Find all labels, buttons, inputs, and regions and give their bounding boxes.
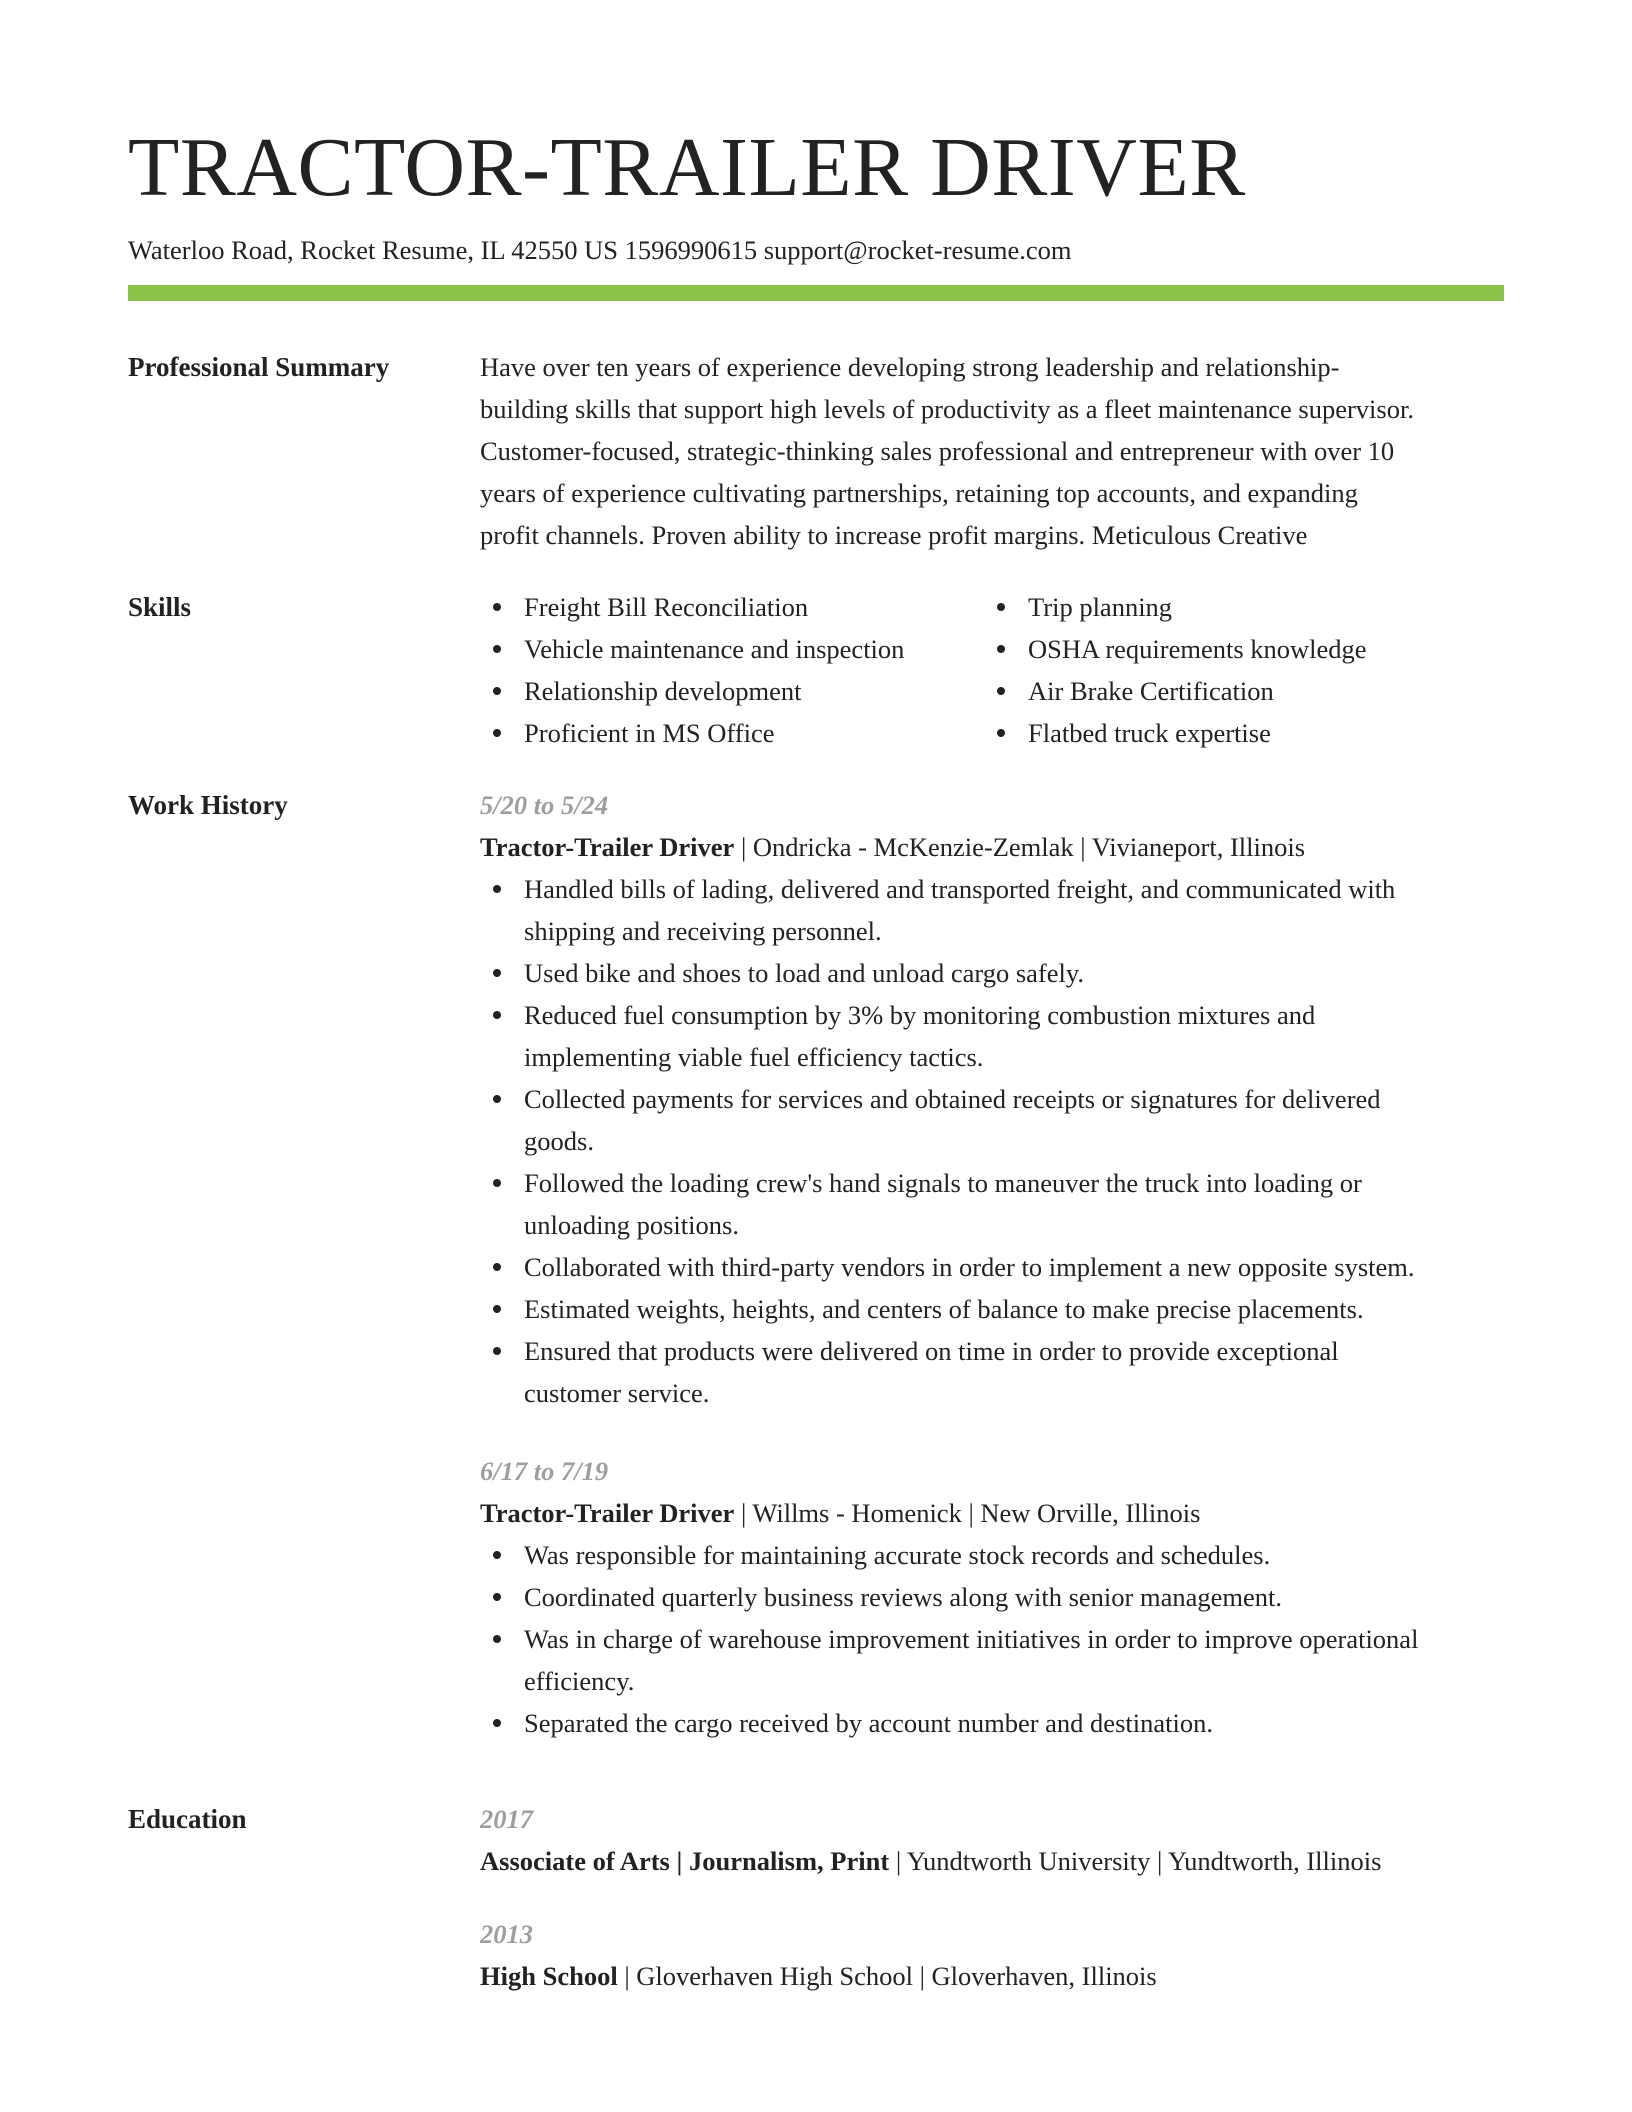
education-details: | Gloverhaven High School | Gloverhaven, Illinois	[617, 1961, 1157, 1991]
job-heading	[480, 826, 1504, 868]
job-title: Tractor-Trailer Driver	[480, 832, 735, 862]
accent-divider	[128, 285, 1504, 301]
skill-item: Vehicle maintenance and inspection	[480, 628, 904, 670]
job-bullets	[480, 868, 1504, 1414]
skills-heading: Skills	[128, 592, 192, 622]
job-bullet: Separated the cargo received by account number and destination.	[480, 1702, 1504, 1744]
job-entry	[480, 784, 1504, 1414]
job-bullet: Collaborated with third-party vendors in order to implement a new opposite system.	[480, 1246, 1504, 1288]
education-heading-line	[480, 1840, 1504, 1882]
education-date: 2013	[480, 1919, 533, 1949]
job-details: | Ondricka - McKenzie-Zemlak | Vivianeport, Illinois	[734, 832, 1306, 862]
job-details: | Willms - Homenick | New Orville, Illinois	[734, 1498, 1201, 1528]
job-bullet: Used bike and shoes to load and unload cargo safely.	[480, 952, 1504, 994]
education-heading-line	[480, 1955, 1504, 1997]
work-history-body	[480, 784, 1504, 1744]
job-date: 5/20 to 5/24	[480, 790, 609, 820]
job-entry	[480, 1450, 1504, 1744]
job-bullets	[480, 1534, 1504, 1744]
skills-list-left	[480, 586, 904, 754]
job-title: Tractor-Trailer Driver	[480, 1498, 735, 1528]
job-bullet: Estimated weights, heights, and centers of balance to make precise placements.	[480, 1288, 1504, 1330]
job-bullet: Reduced fuel consumption by 3% by monitoring combustion mixtures and implementing viable fuel efficiency tactics.	[480, 994, 1504, 1078]
job-bullet: Collected payments for services and obtained receipts or signatures for delivered goods.	[480, 1078, 1504, 1162]
skill-item: Trip planning	[984, 586, 1367, 628]
summary-line: Customer-focused, strategic-thinking sales professional and entrepreneur with over 10	[480, 436, 1395, 466]
job-bullet: Was in charge of warehouse improvement initiatives in order to improve operational efficiency.	[480, 1618, 1504, 1702]
work-history-heading: Work History	[128, 790, 288, 820]
education-heading: Education	[128, 1804, 247, 1834]
summary-line: Have over ten years of experience developing strong leadership and relationship-	[480, 352, 1340, 382]
contact-line: Waterloo Road, Rocket Resume, IL 42550 US 1596990615 support@rocket-resume.com	[128, 235, 1072, 265]
skill-item: Flatbed truck expertise	[984, 712, 1367, 754]
skill-item: OSHA requirements knowledge	[984, 628, 1367, 670]
education-entry	[480, 1913, 1504, 1997]
skill-item: Air Brake Certification	[984, 670, 1367, 712]
summary-body	[480, 346, 1504, 556]
job-bullet: Followed the loading crew's hand signals to maneuver the truck into loading or unloading positions.	[480, 1162, 1504, 1246]
job-bullet: Handled bills of lading, delivered and transported freight, and communicated with shipping and receiving personnel.	[480, 868, 1504, 952]
job-date: 6/17 to 7/19	[480, 1456, 609, 1486]
summary-heading: Professional Summary	[128, 352, 390, 382]
job-bullet: Ensured that products were delivered on time in order to provide exceptional customer service.	[480, 1330, 1504, 1414]
skill-item: Proficient in MS Office	[480, 712, 904, 754]
summary-line: profit channels. Proven ability to increase profit margins. Meticulous Creative	[480, 520, 1308, 550]
summary-line: years of experience cultivating partnerships, retaining top accounts, and expanding	[480, 478, 1358, 508]
skills-body	[480, 586, 1504, 754]
education-entry	[480, 1798, 1504, 1882]
job-bullet: Was responsible for maintaining accurate stock records and schedules.	[480, 1534, 1504, 1576]
education-degree: Associate of Arts | Journalism, Print	[480, 1846, 890, 1876]
skills-list-right	[984, 586, 1367, 754]
summary-paragraph	[480, 346, 1504, 556]
education-body	[480, 1798, 1504, 1997]
job-heading	[480, 1492, 1504, 1534]
education-degree: High School	[480, 1961, 618, 1991]
education-date: 2017	[480, 1804, 533, 1834]
resume-title: TRACTOR-TRAILER DRIVER	[128, 121, 1246, 214]
job-bullet: Coordinated quarterly business reviews along with senior management.	[480, 1576, 1504, 1618]
education-details: | Yundtworth University | Yundtworth, Illinois	[889, 1846, 1382, 1876]
skill-item: Relationship development	[480, 670, 904, 712]
skills-columns	[480, 586, 1504, 754]
skill-item: Freight Bill Reconciliation	[480, 586, 904, 628]
summary-line: building skills that support high levels of productivity as a fleet maintenance supervisor.	[480, 394, 1414, 424]
